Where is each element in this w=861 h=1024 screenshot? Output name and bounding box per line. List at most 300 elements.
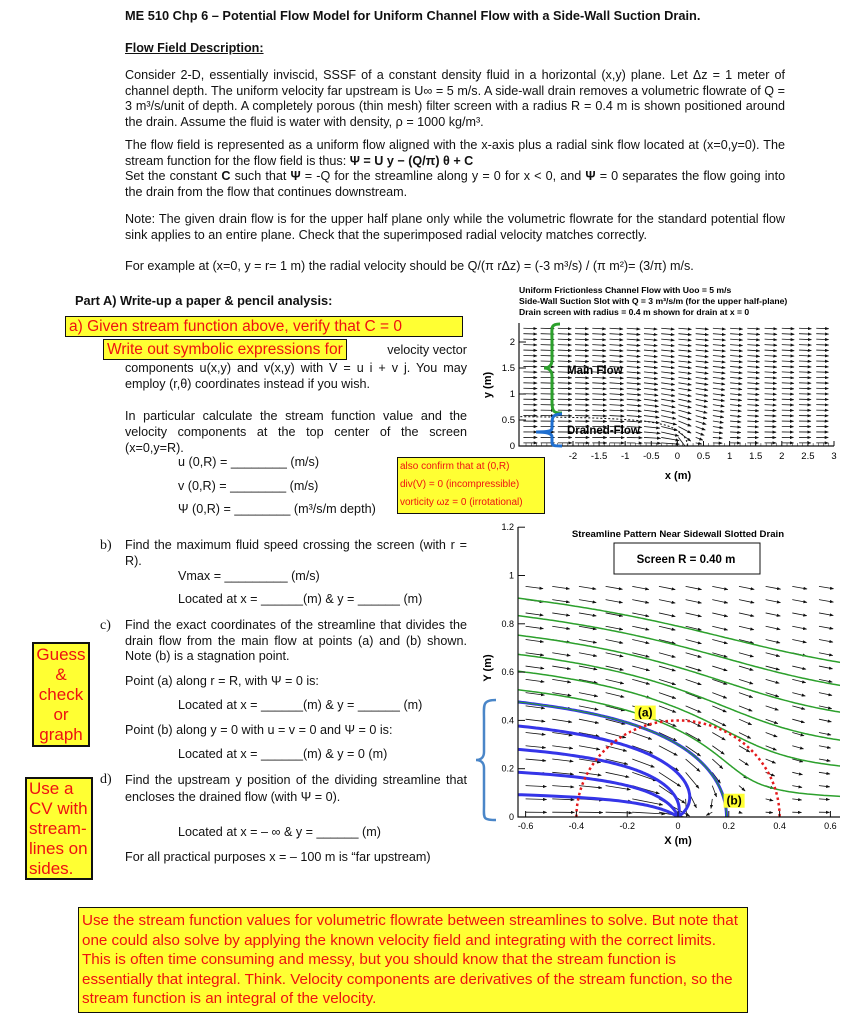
velocity-arrow	[730, 339, 743, 340]
answer-d-location: Located at x = – ∞ & y = ______ (m)	[178, 825, 381, 839]
velocity-arrow	[765, 366, 777, 367]
note-line: also confirm that at (0,R)	[400, 461, 510, 472]
velocity-arrow	[747, 388, 759, 389]
velocity-arrow	[819, 799, 830, 800]
velocity-arrow	[792, 679, 805, 682]
chart2-title: Streamline Pattern Near Sidewall Slotted Drain	[571, 529, 785, 540]
velocity-arrow	[765, 377, 777, 378]
velocity-arrow	[792, 639, 806, 642]
velocity-arrow	[526, 679, 545, 682]
velocity-arrow	[659, 653, 675, 657]
velocity-arrow	[819, 666, 833, 669]
velocity-arrow	[765, 388, 777, 389]
velocity-arrow	[730, 383, 742, 384]
velocity-arrow	[739, 812, 742, 813]
velocity-arrow	[661, 372, 674, 374]
velocity-arrow	[610, 394, 624, 395]
velocity-arrow	[552, 600, 569, 603]
velocity-arrow	[661, 328, 674, 329]
velocity-arrow	[632, 613, 649, 616]
velocity-arrow	[747, 334, 759, 335]
velocity-arrow	[739, 613, 754, 616]
psi-symbol: Ψ	[585, 169, 596, 184]
text: = -Q for the streamline along y = 0 for x < 0, and	[304, 169, 582, 184]
velocity-arrow	[526, 639, 544, 641]
x-tick-label: 0.6	[824, 821, 837, 831]
velocity-arrow	[792, 626, 806, 629]
velocity-arrow	[575, 339, 589, 340]
y-tick-label: 0.2	[501, 763, 514, 774]
velocity-arrow	[558, 334, 572, 335]
velocity-arrow	[575, 334, 589, 335]
velocity-arrow	[730, 356, 742, 357]
velocity-arrow	[739, 706, 752, 711]
velocity-arrow	[644, 361, 658, 362]
velocity-arrow	[686, 732, 701, 741]
velocity-arrow	[799, 350, 811, 351]
velocity-arrow	[644, 421, 659, 423]
velocity-arrow	[606, 679, 624, 683]
velocity-arrow	[766, 812, 773, 813]
velocity-arrow	[765, 405, 777, 406]
velocity-arrow	[696, 410, 708, 413]
velocity-arrow	[552, 613, 570, 616]
velocity-arrow	[592, 394, 606, 395]
velocity-arrow	[766, 759, 776, 763]
velocity-arrow	[766, 679, 780, 683]
velocity-arrow	[765, 339, 777, 340]
velocity-arrow	[765, 350, 777, 351]
screen-radius-label: Screen R = 0.40 m	[636, 554, 736, 566]
velocity-arrow	[765, 383, 777, 384]
velocity-arrow	[606, 732, 626, 737]
velocity-arrow	[644, 339, 657, 340]
velocity-arrow	[747, 356, 759, 357]
note-line: div(V) = 0 (incompressible)	[400, 479, 520, 490]
velocity-arrow	[819, 586, 834, 588]
velocity-arrow	[792, 613, 806, 616]
chart1-y-label: y (m)	[482, 371, 494, 399]
velocity-arrow	[782, 334, 794, 335]
velocity-arrow	[661, 421, 676, 425]
x-tick-label: -0.4	[568, 821, 585, 831]
velocity-arrow	[747, 372, 759, 373]
velocity-arrow	[552, 666, 570, 669]
velocity-arrow	[627, 356, 641, 357]
velocity-arrow	[730, 345, 742, 346]
velocity-arrow	[747, 345, 759, 346]
velocity-arrow	[606, 586, 623, 589]
answer-v: v (0,R) = ________ (m/s)	[178, 479, 319, 493]
velocity-arrow	[678, 366, 691, 368]
velocity-arrow	[730, 334, 743, 335]
velocity-arrow	[575, 388, 589, 389]
velocity-arrow	[661, 345, 674, 346]
velocity-arrow	[696, 366, 709, 368]
far-upstream-note: For all practical purposes x = – 100 m is “far upstream)	[125, 850, 431, 864]
y-tick-label: 0.5	[501, 415, 515, 426]
drained-flow-label: Drained-Flow	[567, 425, 640, 437]
velocity-arrow	[627, 350, 641, 351]
velocity-arrow	[747, 377, 759, 378]
velocity-arrow	[678, 388, 691, 390]
velocity-arrow	[792, 600, 807, 603]
chart1-title-line: Uniform Frictionless Channel Flow with Uoo = 5 m/s	[519, 285, 732, 295]
x-tick-label: 1.5	[749, 451, 763, 462]
velocity-arrow	[610, 405, 624, 406]
velocity-arrow	[730, 421, 741, 422]
velocity-arrow	[661, 377, 674, 379]
question-b-label: b)	[100, 538, 112, 553]
velocity-arrow	[686, 639, 702, 643]
drained-flow-streamline	[0, 759, 678, 817]
velocity-arrow	[713, 383, 725, 385]
velocity-arrow	[765, 410, 777, 411]
velocity-arrow	[678, 334, 691, 335]
velocity-arrow	[686, 653, 702, 657]
velocity-arrow	[678, 377, 691, 379]
velocity-arrow	[686, 706, 702, 713]
velocity-arrow	[678, 356, 691, 357]
velocity-arrow	[747, 366, 759, 367]
x-tick-label: -2	[568, 451, 578, 462]
note-line: vorticity ωz = 0 (irrotational)	[400, 497, 523, 508]
question-c-point-b: Point (b) along y = 0 with u = v = 0 and Ψ = 0 is:	[125, 723, 393, 737]
velocity-arrow	[661, 432, 679, 436]
velocity-arrow	[661, 405, 675, 408]
x-tick-label: 2	[779, 451, 785, 462]
velocity-arrow	[659, 746, 677, 756]
velocity-arrow	[713, 334, 726, 335]
document-title: ME 510 Chp 6 – Potential Flow Model for Uniform Channel Flow with a Side-Wall Suction Drain.	[125, 8, 701, 23]
velocity-arrow	[661, 427, 677, 431]
velocity-arrow	[552, 799, 574, 800]
velocity-arrow	[766, 639, 780, 642]
velocity-arrow	[782, 345, 794, 346]
answer-vmax: Vmax = _________ (m/s)	[178, 569, 320, 583]
velocity-arrow	[659, 600, 675, 603]
part-a-heading: Part A) Write-up a paper & pencil analysis:	[75, 293, 333, 308]
velocity-arrow	[696, 372, 709, 374]
velocity-arrow	[782, 372, 794, 373]
velocity-arrow	[627, 372, 641, 373]
velocity-arrow	[644, 410, 659, 412]
velocity-arrow	[644, 427, 660, 429]
velocity-arrow	[696, 405, 708, 408]
velocity-arrow	[644, 394, 658, 396]
velocity-arrow	[696, 361, 709, 362]
velocity-arrow	[799, 356, 811, 357]
velocity-arrow	[696, 339, 709, 340]
velocity-arrow	[730, 405, 741, 406]
velocity-arrow	[739, 719, 752, 725]
velocity-arrow	[579, 746, 600, 750]
velocity-arrow	[712, 786, 716, 797]
question-a-text2: In particular calculate the stream function value and the velocity components at the top center of the screen (x=0,y=R).	[125, 409, 467, 455]
velocity-arrow	[712, 639, 727, 643]
text: = 0 separates the flow going into the drain from the flow that continues downstream.	[125, 169, 786, 199]
velocity-arrow	[632, 639, 649, 643]
velocity-arrow	[592, 405, 606, 406]
point-b-label: (b)	[726, 793, 742, 808]
velocity-arrow	[712, 693, 727, 699]
velocity-arrow	[739, 666, 753, 670]
velocity-arrow	[747, 399, 759, 400]
velocity-arrow	[799, 361, 811, 362]
answer-point-b: Located at x = ______(m) & y = 0 (m)	[178, 747, 388, 761]
velocity-arrow	[792, 799, 801, 800]
velocity-arrow	[627, 339, 640, 340]
velocity-arrow	[661, 350, 674, 351]
velocity-arrow	[730, 388, 742, 389]
velocity-arrow	[678, 394, 691, 396]
velocity-arrow	[686, 613, 702, 617]
velocity-arrow	[799, 334, 811, 335]
velocity-arrow	[661, 443, 679, 444]
velocity-arrow	[819, 759, 830, 761]
y-tick-label: 1	[508, 570, 514, 581]
velocity-arrow	[575, 345, 589, 346]
paragraph-note: Note: The given drain flow is for the upper half plane only while the volumetric flowrate for the standard potential flow sink applies to an entire plane. Check that the superimposed radial velocity matches correctly.	[125, 212, 785, 242]
velocity-arrow	[819, 746, 831, 748]
velocity-arrow	[782, 377, 794, 378]
velocity-arrow	[713, 345, 726, 346]
velocity-arrow	[579, 693, 598, 697]
velocity-arrow	[819, 772, 830, 774]
question-a-line1: velocity vector	[387, 343, 467, 357]
velocity-arrow	[644, 366, 658, 367]
velocity-arrow	[627, 405, 642, 406]
velocity-arrow	[792, 586, 807, 589]
velocity-arrow	[579, 639, 597, 642]
velocity-arrow	[696, 437, 703, 440]
chart2-x-label: X (m)	[664, 835, 692, 847]
velocity-arrow	[713, 339, 726, 340]
velocity-arrow	[782, 366, 794, 367]
velocity-arrow	[765, 356, 777, 357]
velocity-arrow	[552, 786, 574, 788]
velocity-arrow	[686, 679, 702, 684]
velocity-arrow	[819, 626, 833, 629]
velocity-arrow	[526, 666, 544, 669]
velocity-arrow	[765, 345, 777, 346]
velocity-arrow	[579, 706, 598, 710]
velocity-arrow	[526, 732, 546, 734]
velocity-arrow	[592, 350, 606, 351]
answer-b-location: Located at x = ______(m) & y = ______ (m)	[178, 592, 423, 606]
velocity-arrow	[575, 361, 589, 362]
velocity-arrow	[661, 416, 676, 419]
velocity-arrow	[713, 372, 725, 373]
velocity-arrow	[747, 339, 759, 340]
y-tick-label: 0.6	[501, 667, 514, 678]
velocity-arrow	[644, 388, 658, 390]
velocity-arrow	[730, 366, 742, 367]
velocity-arrow	[575, 377, 589, 378]
velocity-arrow	[610, 339, 624, 340]
velocity-arrow	[706, 812, 712, 815]
velocity-arrow	[592, 383, 606, 384]
velocity-arrow	[730, 328, 743, 329]
x-tick-label: 0.2	[722, 821, 736, 831]
velocity-arrow	[661, 394, 675, 396]
y-tick-label: 1.5	[501, 363, 515, 374]
velocity-arrow	[712, 600, 728, 603]
velocity-arrow	[661, 410, 675, 413]
velocity-arrow	[819, 719, 831, 722]
velocity-arrow	[696, 399, 708, 401]
x-tick-label: 0.4	[773, 821, 786, 831]
x-tick-label: -0.5	[643, 451, 660, 462]
velocity-arrow	[575, 350, 589, 351]
question-b-text: Find the maximum fluid speed crossing the screen (with r = R).	[125, 538, 467, 568]
velocity-arrow	[610, 377, 624, 378]
velocity-arrow	[730, 427, 741, 428]
velocity-arrow	[552, 653, 570, 656]
text: Set the constant	[125, 169, 218, 184]
velocity-arrow	[713, 394, 725, 396]
drained-flow-brace	[536, 414, 562, 446]
velocity-arrow	[627, 377, 641, 378]
velocity-arrow	[579, 772, 601, 775]
velocity-arrow	[592, 328, 606, 329]
velocity-arrow	[766, 732, 778, 736]
point-a-label: (a)	[637, 705, 653, 720]
velocity-arrow	[713, 416, 724, 418]
velocity-arrow	[661, 383, 674, 385]
velocity-arrow	[747, 350, 759, 351]
velocity-arrow	[644, 328, 657, 329]
x-tick-label: 0	[674, 451, 681, 462]
velocity-arrow	[799, 339, 811, 340]
velocity-arrow	[579, 786, 602, 788]
velocity-arrow	[747, 421, 758, 422]
velocity-arrow	[627, 416, 642, 417]
velocity-arrow	[558, 356, 572, 357]
velocity-arrow	[696, 432, 705, 435]
velocity-arrow	[819, 613, 833, 616]
velocity-arrow	[696, 356, 709, 357]
velocity-arrow	[713, 361, 725, 362]
velocity-arrow	[659, 666, 676, 671]
velocity-arrow	[782, 361, 794, 362]
velocity-arrow	[606, 639, 623, 643]
velocity-arrow	[766, 626, 781, 629]
velocity-arrow	[575, 328, 589, 329]
velocity-arrow	[627, 388, 641, 389]
velocity-arrow	[747, 410, 759, 411]
velocity-arrow	[592, 345, 606, 346]
velocity-arrow	[644, 437, 661, 438]
question-c-point-a: Point (a) along r = R, with Ψ = 0 is:	[125, 674, 319, 688]
velocity-arrow	[610, 356, 624, 357]
answer-u: u (0,R) = ________ (m/s)	[178, 455, 320, 469]
question-c-label: c)	[100, 618, 111, 633]
velocity-arrow	[730, 410, 741, 411]
velocity-arrow	[713, 328, 726, 329]
velocity-arrow	[526, 719, 545, 721]
velocity-arrow	[678, 405, 691, 408]
velocity-arrow	[526, 626, 544, 628]
velocity-arrow	[627, 421, 642, 422]
velocity-arrow	[696, 394, 708, 396]
velocity-arrow	[713, 377, 725, 378]
velocity-arrow	[661, 437, 679, 440]
velocity-arrow	[711, 799, 712, 809]
velocity-arrow	[606, 653, 624, 657]
velocity-arrow	[799, 345, 811, 346]
velocity-arrow	[678, 399, 691, 402]
velocity-arrow	[696, 427, 706, 431]
velocity-arrow	[575, 356, 589, 357]
velocity-arrow	[792, 706, 805, 709]
y-tick-label: 1	[509, 389, 515, 400]
velocity-arrow	[627, 410, 642, 411]
velocity-arrow	[678, 350, 691, 351]
velocity-arrow	[713, 388, 725, 390]
velocity-arrow	[627, 394, 641, 395]
velocity-arrow	[782, 356, 794, 357]
velocity-arrow	[686, 600, 702, 603]
velocity-arrow	[792, 746, 803, 749]
main-flow-streamline	[0, 658, 861, 802]
velocity-arrow	[579, 586, 596, 589]
paragraph-example: For example at (x=0, y = r= 1 m) the radial velocity should be Q/(π rΔz) = (-3 m³/s) / (π m²)= (3/π) m/s.	[125, 259, 694, 273]
paragraph-problem-setup: Consider 2-D, essentially inviscid, SSSF of a constant density fluid in a horizontal (x,y) plane. Let Δz = 1 meter of channel depth. The uniform velocity far upstream is U∞ = 5 m/s. A side-wall drain removes a volumetric flowrate of Q = 3 m³/s/unit of depth. A completely porous (thin mesh) filter screen with a radius R = 0.4 m is shown positioned around the drain. Assume the fluid is water with density, ρ = 1000 kg/m³.	[125, 68, 785, 129]
velocity-arrow	[765, 328, 777, 329]
velocity-arrow	[696, 350, 709, 351]
x-tick-label: 0.5	[696, 451, 711, 462]
velocity-arrow	[782, 388, 794, 389]
constant-c: C	[221, 169, 231, 184]
velocity-arrow	[747, 416, 758, 417]
callout-guess-check: Guess & check or graph	[32, 642, 90, 747]
velocity-arrow	[526, 786, 547, 787]
velocity-arrow	[713, 427, 723, 429]
velocity-arrow	[644, 405, 659, 407]
velocity-arrow	[627, 366, 641, 367]
velocity-arrow	[592, 377, 606, 378]
velocity-arrow	[766, 586, 781, 589]
velocity-arrow	[526, 746, 546, 748]
velocity-arrow	[819, 653, 833, 656]
velocity-arrow	[730, 350, 742, 351]
velocity-arrow	[644, 350, 657, 351]
velocity-arrow	[558, 339, 572, 340]
velocity-arrow	[579, 719, 599, 723]
stream-function-equation: Ψ = U y − (Q/π) θ + C	[349, 153, 474, 168]
velocity-arrow	[678, 383, 691, 385]
velocity-arrow	[712, 759, 723, 769]
velocity-arrow	[782, 383, 794, 384]
velocity-arrow	[661, 366, 674, 368]
question-d-label: d)	[100, 772, 112, 787]
velocity-arrow	[627, 399, 641, 400]
velocity-arrow	[678, 339, 691, 340]
velocity-arrow	[730, 377, 742, 378]
velocity-arrow	[552, 746, 573, 749]
chart1-x-label: x (m)	[664, 470, 692, 482]
chart2-y-label: Y (m)	[482, 654, 494, 682]
velocity-arrow	[765, 361, 777, 362]
velocity-arrow	[632, 759, 654, 767]
velocity-arrow	[610, 421, 625, 422]
velocity-arrow	[526, 613, 544, 615]
velocity-arrow	[678, 328, 691, 329]
velocity-arrow	[730, 416, 741, 417]
velocity-arrow	[627, 345, 641, 346]
velocity-arrow	[678, 345, 691, 346]
